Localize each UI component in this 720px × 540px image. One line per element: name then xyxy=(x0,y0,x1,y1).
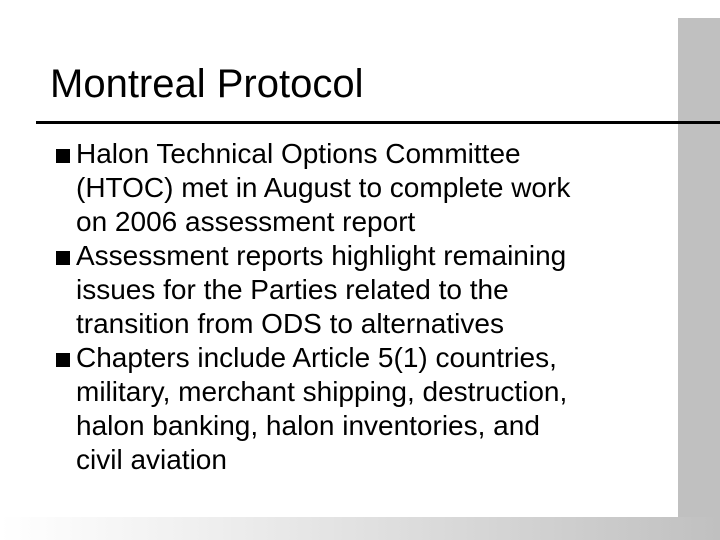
bullet-item-htoc xyxy=(56,137,656,239)
decorative-side-bar xyxy=(678,18,720,540)
square-bullet-icon xyxy=(56,353,70,367)
bullet-line: Assessment reports highlight remaining xyxy=(76,240,567,271)
bullet-line: (HTOC) met in August to complete work xyxy=(76,172,571,203)
slide-title: Montreal Protocol xyxy=(50,62,364,106)
bullet-line: Halon Technical Options Committee xyxy=(76,138,521,169)
square-bullet-icon xyxy=(56,251,70,265)
bullet-line: Chapters include Article 5(1) countries, xyxy=(76,342,557,373)
bullet-line: on 2006 assessment report xyxy=(76,206,416,237)
bullet-item-chapters xyxy=(56,341,656,477)
bullet-list xyxy=(56,137,656,477)
bullet-line: halon banking, halon inventories, and xyxy=(76,410,540,441)
title-underline xyxy=(36,121,720,124)
bullet-line: transition from ODS to alternatives xyxy=(76,308,504,339)
bullet-item-assessment xyxy=(56,239,656,341)
bullet-line: military, merchant shipping, destruction, xyxy=(76,376,568,407)
square-bullet-icon xyxy=(56,149,70,163)
bullet-line: civil aviation xyxy=(76,444,227,475)
decorative-bottom-bar xyxy=(0,517,720,540)
bullet-line: issues for the Parties related to the xyxy=(76,274,509,305)
